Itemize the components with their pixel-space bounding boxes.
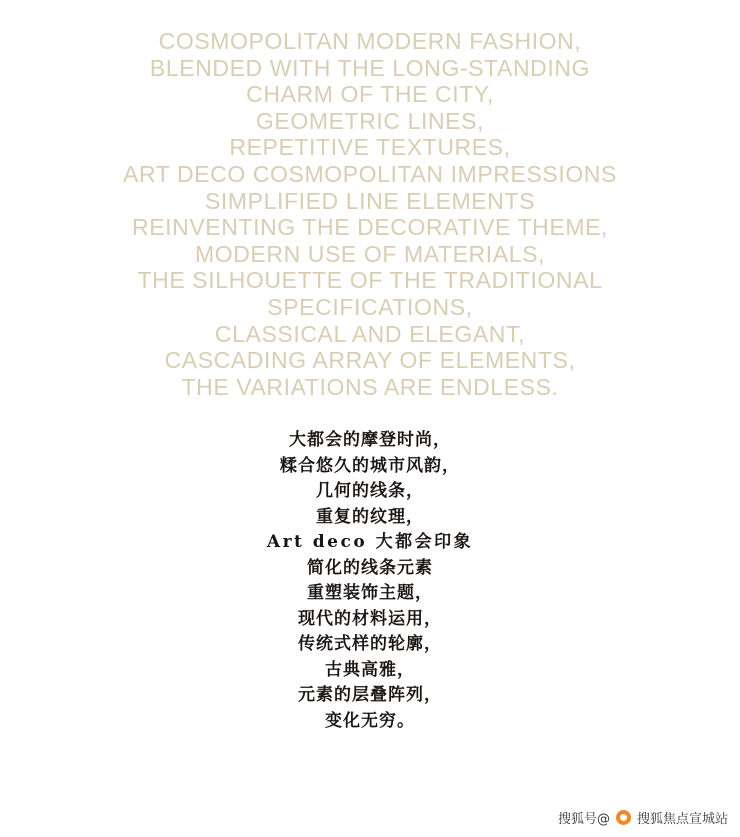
english-line: BLENDED WITH THE LONG-STANDING xyxy=(149,54,591,81)
chinese-line: 重塑装饰主题， xyxy=(307,583,433,603)
chinese-line: 变化无穷。 xyxy=(325,710,415,731)
watermark-suffix: 搜狐焦点宣城站 xyxy=(636,812,728,827)
chinese-line: 大都会的摩登时尚， xyxy=(289,430,451,450)
english-line: ART DECO COSMOPOLITAN IMPRESSIONS xyxy=(123,160,617,187)
english-poem-block xyxy=(0,28,740,400)
chinese-poem-block xyxy=(0,428,740,734)
watermark xyxy=(558,808,728,827)
english-line: SPECIFICATIONS, xyxy=(267,293,473,320)
english-line: THE VARIATIONS ARE ENDLESS. xyxy=(181,373,559,400)
english-line: CLASSICAL AND ELEGANT, xyxy=(214,320,526,347)
chinese-line: 元素的层叠阵列， xyxy=(298,685,442,705)
english-line: REPETITIVE TEXTURES, xyxy=(229,134,511,161)
english-line: CASCADING ARRAY OF ELEMENTS, xyxy=(164,347,576,374)
chinese-line: 简化的线条元素 xyxy=(307,557,433,578)
english-line: MODERN USE OF MATERIALS, xyxy=(194,240,546,267)
chinese-line: Art deco 大都会印象 xyxy=(266,532,474,552)
chinese-line: 现代的材料运用， xyxy=(298,608,442,629)
chinese-line: 古典高雅， xyxy=(325,659,415,680)
english-line: REINVENTING THE DECORATIVE THEME, xyxy=(131,214,609,241)
sohu-logo-icon xyxy=(616,810,631,825)
english-line: GEOMETRIC LINES, xyxy=(255,107,485,134)
watermark-prefix: 搜狐号@ xyxy=(557,812,610,827)
chinese-line: 糅合悠久的城市风韵， xyxy=(280,455,460,476)
english-line: CHARM OF THE CITY, xyxy=(246,81,494,108)
english-line: SIMPLIFIED LINE ELEMENTS xyxy=(204,187,536,214)
chinese-line: 几何的线条， xyxy=(316,481,424,501)
chinese-line: 重复的纹理， xyxy=(316,506,424,527)
english-line: COSMOPOLITAN MODERN FASHION, xyxy=(158,28,582,54)
chinese-line: 传统式样的轮廓， xyxy=(298,634,442,654)
english-line: THE SILHOUETTE OF THE TRADITIONAL xyxy=(137,267,603,294)
